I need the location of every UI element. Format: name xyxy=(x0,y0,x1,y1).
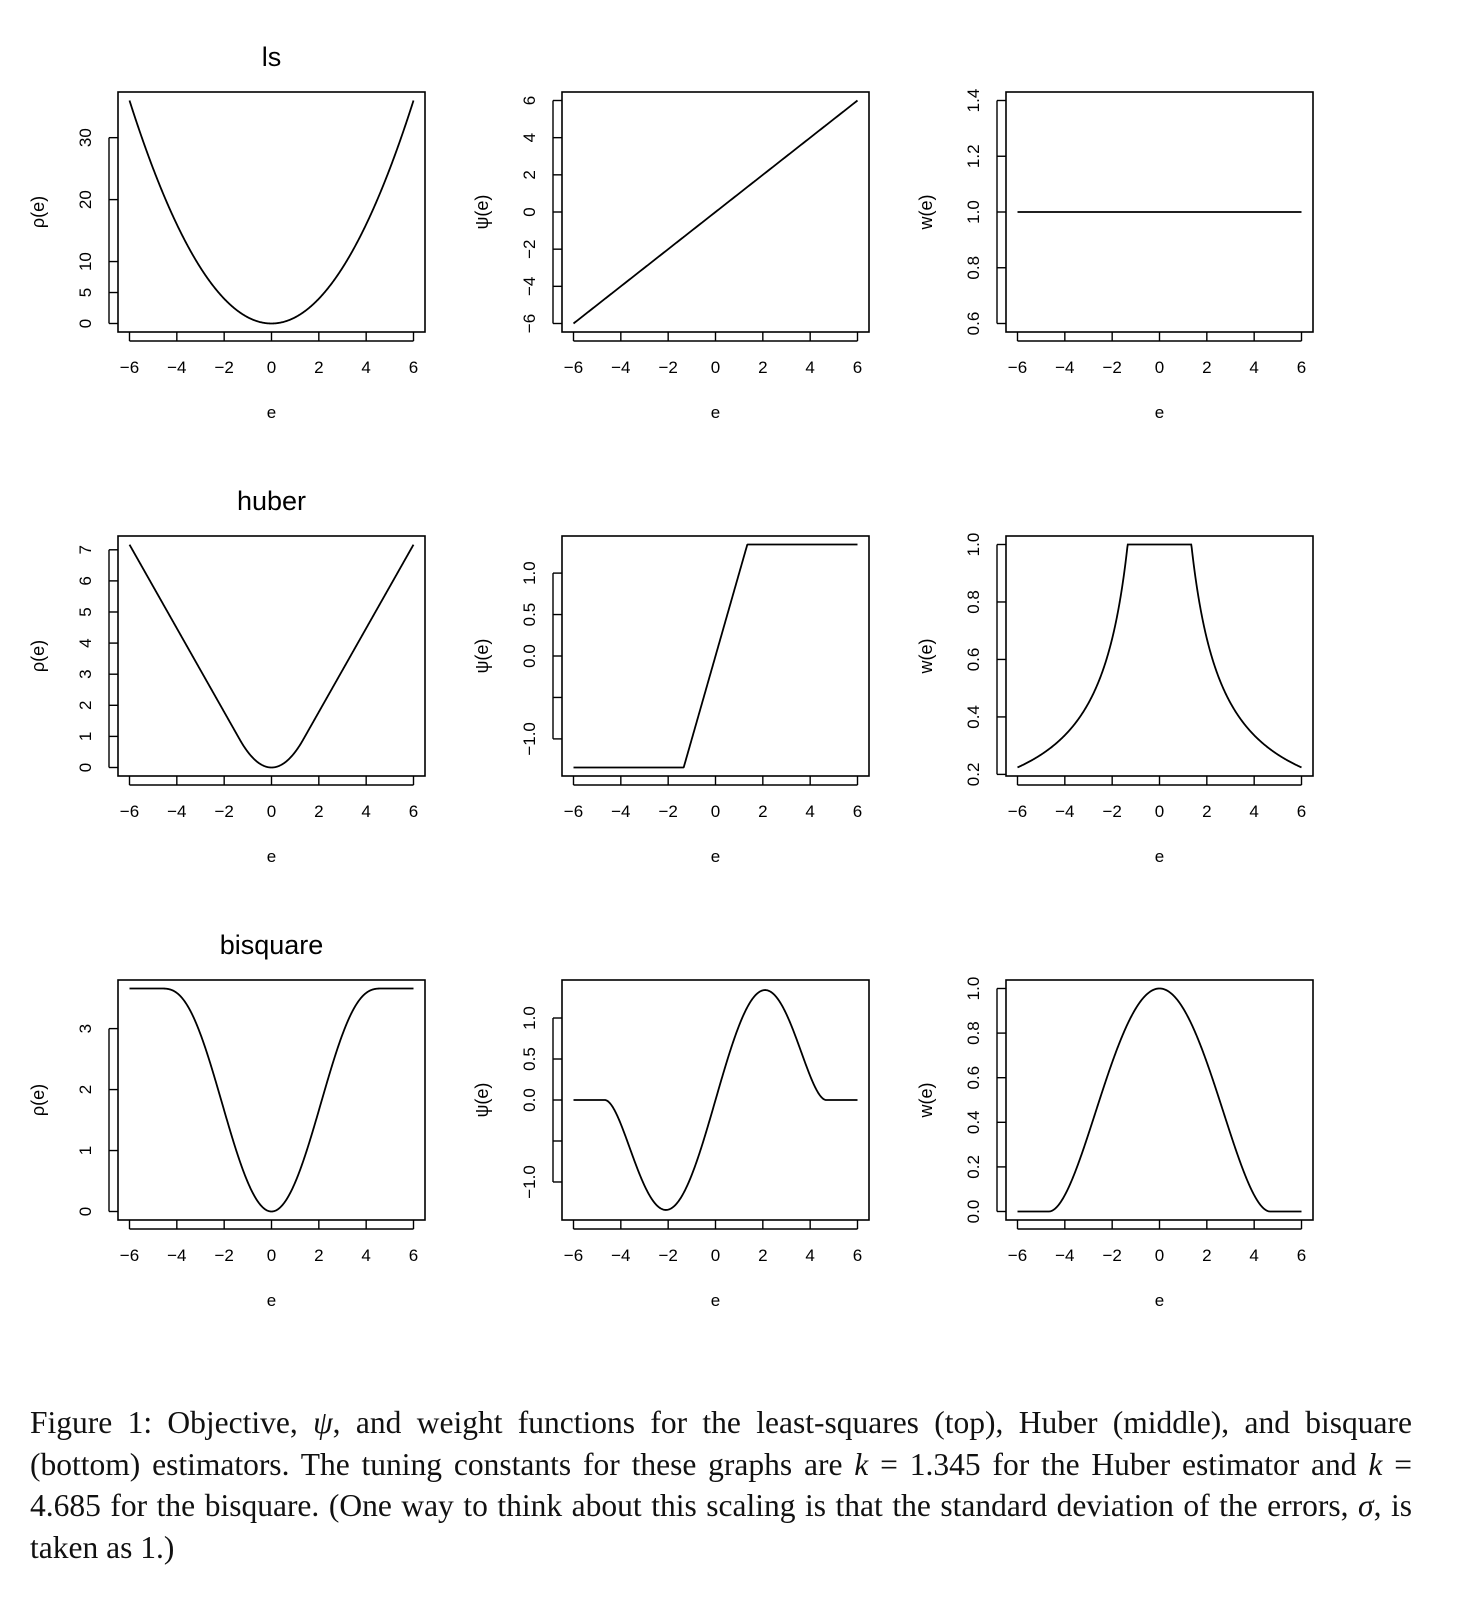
y-tick-label: 6 xyxy=(520,95,539,106)
y-tick-label: 0.4 xyxy=(964,705,983,729)
caption-text-2: , and weight functions for the least-squares (top), Huber (middle), and bisquare (bottom) estimators. The tuning constants for these graphs are xyxy=(30,1405,1412,1482)
panel-ls-w xyxy=(916,89,1313,422)
x-tick-label: 0 xyxy=(266,1246,277,1265)
y-tick-label: 4 xyxy=(76,638,95,648)
x-axis-label: e xyxy=(710,847,721,866)
x-tick-label: −2 xyxy=(214,358,234,377)
y-tick-label: 2 xyxy=(520,170,539,180)
caption-sigma-symbol: σ xyxy=(1358,1488,1374,1523)
y-tick-label: 0.5 xyxy=(520,1047,539,1071)
y-tick-label: −1.0 xyxy=(520,722,539,756)
y-tick-label: 0 xyxy=(76,1206,95,1217)
x-tick-label: 4 xyxy=(805,802,815,821)
x-tick-label: −4 xyxy=(611,802,631,821)
x-tick-label: 6 xyxy=(408,1246,419,1265)
panel-title: ls xyxy=(261,42,282,72)
series-line xyxy=(130,101,414,324)
x-tick-label: 4 xyxy=(361,1246,371,1265)
series-line xyxy=(1018,989,1302,1212)
x-axis-label: e xyxy=(1154,1291,1165,1310)
y-tick-label: 0.2 xyxy=(964,762,983,787)
series-line xyxy=(1018,545,1302,768)
panel-title: bisquare xyxy=(219,930,324,960)
x-tick-label: 2 xyxy=(1202,1246,1212,1265)
y-tick-label: 1.0 xyxy=(964,200,983,224)
series-line xyxy=(130,545,414,768)
x-tick-label: −6 xyxy=(119,358,140,377)
y-tick-label: 1.0 xyxy=(520,1006,539,1030)
x-tick-label: −4 xyxy=(1055,358,1075,377)
x-tick-label: 0 xyxy=(710,358,721,377)
x-tick-label: 6 xyxy=(408,802,419,821)
y-tick-label: 0.6 xyxy=(964,647,983,672)
y-tick-label: 0.8 xyxy=(964,590,983,614)
x-tick-label: 0 xyxy=(1154,358,1165,377)
caption-text-3: = 1.345 for the Huber estimator and xyxy=(868,1446,1369,1482)
x-tick-label: 2 xyxy=(314,802,324,821)
plot-frame xyxy=(118,980,425,1220)
x-tick-label: −2 xyxy=(658,358,678,377)
y-tick-label: 0 xyxy=(520,207,539,217)
x-tick-label: 4 xyxy=(1249,358,1259,377)
y-axis-label: w(e) xyxy=(916,194,936,230)
x-tick-label: −6 xyxy=(1007,358,1028,377)
x-axis-label: e xyxy=(266,403,277,422)
y-tick-label: 1.0 xyxy=(964,976,983,1001)
x-axis-label: e xyxy=(710,403,721,422)
x-axis-label: e xyxy=(266,847,277,866)
y-axis-label: w(e) xyxy=(916,638,936,674)
x-tick-label: −6 xyxy=(1007,802,1028,821)
x-tick-label: 4 xyxy=(361,358,371,377)
y-tick-label: 6 xyxy=(76,576,95,586)
y-tick-label: 20 xyxy=(76,190,95,210)
x-tick-label: 6 xyxy=(1296,802,1307,821)
y-tick-label: 10 xyxy=(76,252,95,272)
x-tick-label: 6 xyxy=(1296,1246,1307,1265)
y-tick-label: 0.5 xyxy=(520,602,539,627)
series-line xyxy=(574,545,858,768)
x-tick-label: −6 xyxy=(563,1246,584,1265)
x-tick-label: 0 xyxy=(266,358,277,377)
x-tick-label: 4 xyxy=(805,358,815,377)
y-tick-label: 0.6 xyxy=(964,311,983,336)
y-axis-label: ρ(e) xyxy=(28,1083,48,1117)
x-tick-label: −6 xyxy=(119,1246,140,1265)
y-tick-label: 1.0 xyxy=(520,561,539,585)
y-axis-label: ρ(e) xyxy=(28,639,48,673)
plot-frame xyxy=(118,536,425,776)
x-tick-label: −6 xyxy=(119,802,140,821)
y-axis-label: ψ(e) xyxy=(472,194,492,230)
y-tick-label: 3 xyxy=(76,669,95,679)
y-tick-label: 1 xyxy=(76,731,95,742)
y-axis-label: ρ(e) xyxy=(28,195,48,229)
x-tick-label: −4 xyxy=(1055,802,1075,821)
x-tick-label: −4 xyxy=(1055,1246,1075,1265)
panel-bisq-rho xyxy=(28,930,425,1310)
y-tick-label: 30 xyxy=(76,128,95,148)
x-tick-label: 2 xyxy=(758,358,768,377)
x-tick-label: −4 xyxy=(167,802,187,821)
panel-title: huber xyxy=(236,486,307,516)
x-tick-label: 0 xyxy=(710,802,721,821)
x-tick-label: 6 xyxy=(1296,358,1307,377)
x-tick-label: −2 xyxy=(214,1246,234,1265)
panel-bisq-psi xyxy=(472,980,869,1310)
x-tick-label: −4 xyxy=(611,358,631,377)
x-tick-label: −4 xyxy=(167,1246,187,1265)
y-tick-label: 0.0 xyxy=(520,1088,539,1112)
y-tick-label: 1.2 xyxy=(964,144,983,169)
x-tick-label: −2 xyxy=(1102,1246,1122,1265)
y-tick-label: 0.4 xyxy=(964,1110,983,1135)
y-tick-label: −1.0 xyxy=(520,1165,539,1199)
x-tick-label: 2 xyxy=(758,1246,768,1265)
x-tick-label: 6 xyxy=(852,802,863,821)
y-tick-label: −4 xyxy=(520,276,539,297)
x-tick-label: 0 xyxy=(710,1246,721,1265)
panel-bisq-w xyxy=(916,977,1313,1310)
panel-huber-w xyxy=(916,533,1313,866)
y-tick-label: 1.4 xyxy=(964,88,983,113)
x-axis-label: e xyxy=(710,1291,721,1310)
y-tick-label: 5 xyxy=(76,287,95,298)
x-tick-label: 4 xyxy=(805,1246,815,1265)
y-tick-label: 7 xyxy=(76,545,95,555)
x-tick-label: 0 xyxy=(266,802,277,821)
x-tick-label: −2 xyxy=(658,802,678,821)
x-axis-label: e xyxy=(1154,847,1165,866)
caption-psi-symbol: ψ xyxy=(313,1405,333,1440)
series-line xyxy=(574,990,858,1210)
y-tick-label: 0.0 xyxy=(964,1199,983,1224)
y-tick-label: −2 xyxy=(520,239,539,259)
x-tick-label: 2 xyxy=(314,358,324,377)
x-tick-label: 6 xyxy=(852,1246,863,1265)
x-tick-label: 4 xyxy=(1249,802,1259,821)
y-tick-label: 2 xyxy=(76,1084,95,1095)
y-tick-label: 0 xyxy=(76,762,95,773)
caption-k-symbol-2: k xyxy=(1368,1446,1383,1482)
series-line xyxy=(130,988,414,1211)
y-tick-label: 0.2 xyxy=(964,1155,983,1179)
x-tick-label: −2 xyxy=(658,1246,678,1265)
panel-huber-psi xyxy=(472,536,869,866)
x-tick-label: −2 xyxy=(1102,802,1122,821)
panel-ls-psi xyxy=(472,92,869,422)
x-tick-label: 2 xyxy=(758,802,768,821)
caption-text-1: Figure 1: Objective, xyxy=(30,1405,314,1440)
caption-text-4: = 4.685 for the bisquare. (One way to think about this scaling is that the standard deviation of the errors, xyxy=(30,1446,1412,1523)
panel-ls-rho xyxy=(28,42,425,422)
y-axis-label: ψ(e) xyxy=(472,638,492,674)
x-tick-label: 4 xyxy=(1249,1246,1259,1265)
y-tick-label: 1.0 xyxy=(964,532,983,557)
x-tick-label: 6 xyxy=(408,358,419,377)
caption-text-5: , is taken as 1.) xyxy=(30,1488,1413,1565)
y-tick-label: −6 xyxy=(520,313,539,334)
caption-k-symbol-1: k xyxy=(854,1446,869,1482)
plot-frame xyxy=(118,92,425,332)
x-tick-label: 2 xyxy=(314,1246,324,1265)
y-tick-label: 0.8 xyxy=(964,1021,983,1045)
y-axis-label: w(e) xyxy=(916,1082,936,1118)
y-axis-label: ψ(e) xyxy=(472,1082,492,1118)
x-tick-label: −6 xyxy=(563,358,584,377)
x-tick-label: 2 xyxy=(1202,358,1212,377)
y-tick-label: 0.0 xyxy=(520,644,539,668)
x-tick-label: −6 xyxy=(563,802,584,821)
x-tick-label: −4 xyxy=(611,1246,631,1265)
y-tick-label: 1 xyxy=(76,1145,95,1156)
y-tick-label: 0.8 xyxy=(964,255,983,280)
y-tick-label: 0 xyxy=(76,318,95,329)
x-tick-label: 4 xyxy=(361,802,371,821)
y-tick-label: 4 xyxy=(520,132,539,143)
plot-frame xyxy=(1006,980,1313,1220)
y-tick-label: 5 xyxy=(76,607,95,617)
x-tick-label: 0 xyxy=(1154,802,1165,821)
x-tick-label: −4 xyxy=(167,358,187,377)
x-tick-label: 0 xyxy=(1154,1246,1165,1265)
series-line xyxy=(574,101,858,324)
x-tick-label: 2 xyxy=(1202,802,1212,821)
x-tick-label: −2 xyxy=(214,802,234,821)
x-tick-label: −6 xyxy=(1007,1246,1028,1265)
panel-huber-rho xyxy=(28,486,425,866)
x-axis-label: e xyxy=(1154,403,1165,422)
x-axis-label: e xyxy=(266,1291,277,1310)
x-tick-label: 6 xyxy=(852,358,863,377)
y-tick-label: 0.6 xyxy=(964,1065,983,1090)
figure-caption xyxy=(30,1402,1412,1568)
x-tick-label: −2 xyxy=(1102,358,1122,377)
y-tick-label: 2 xyxy=(76,700,95,711)
plot-frame xyxy=(1006,536,1313,776)
y-tick-label: 3 xyxy=(76,1023,95,1034)
